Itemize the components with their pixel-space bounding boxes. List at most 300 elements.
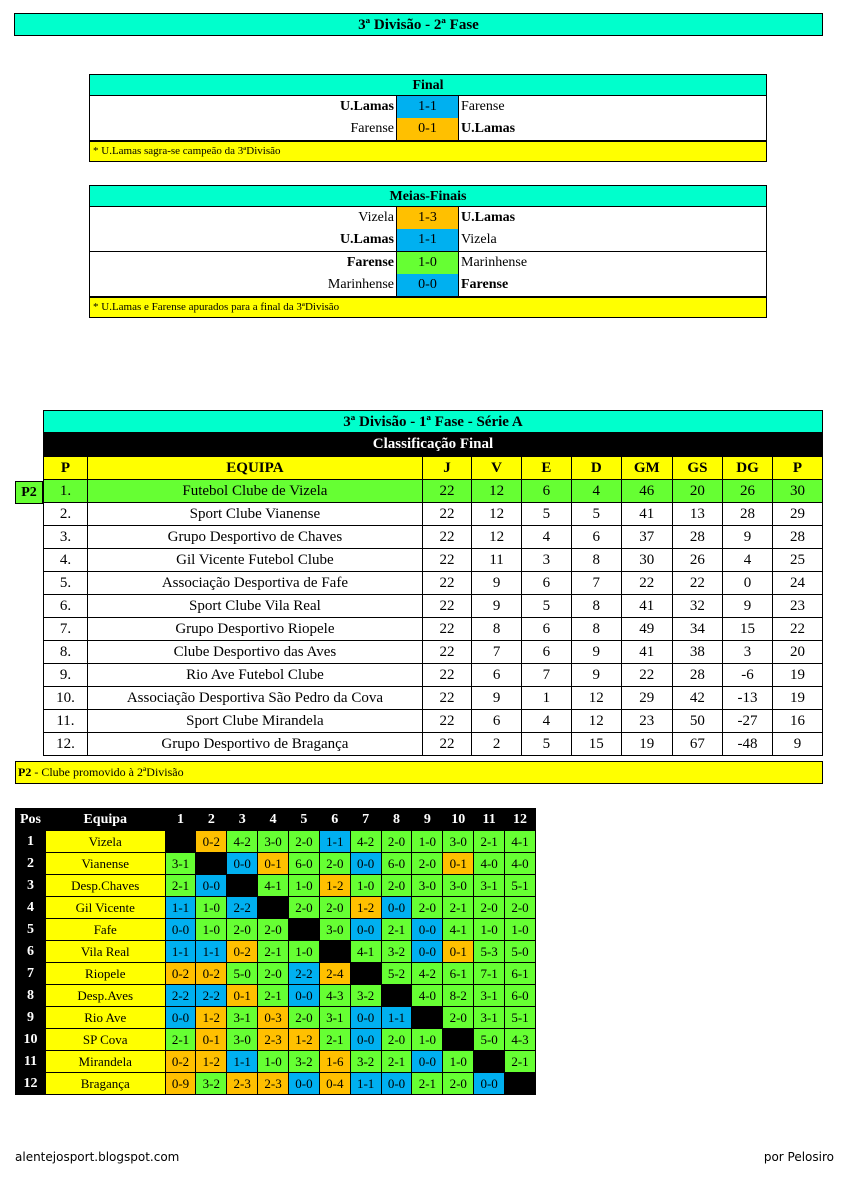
stat-cell: 49 [621,618,672,641]
stat-cell: 8 [571,549,621,572]
semis-title: Meias-Finais [389,189,467,204]
result-cell: 0-1 [258,853,289,875]
pos-cell: 9 [16,1007,46,1029]
result-cell: 4-1 [258,875,289,897]
self-match-cell [165,831,196,853]
result-cell: 1-6 [319,1051,350,1073]
result-cell: 3-0 [443,831,474,853]
stat-cell: 37 [621,526,672,549]
column-header: P [772,457,822,480]
result-cell: 4-2 [412,963,443,985]
standings-table [43,456,823,756]
result-cell: 2-0 [227,919,258,941]
stat-cell: -6 [723,664,773,687]
result-cell: 3-2 [350,985,381,1007]
result-cell: 1-0 [289,875,320,897]
result-cell: 2-0 [381,831,412,853]
stat-cell: 20 [772,641,822,664]
stat-cell: 22 [422,710,471,733]
final-title-bar [89,74,767,96]
result-cell: 1-2 [350,897,381,919]
stat-cell: 22 [422,618,471,641]
result-cell: 1-0 [505,919,536,941]
stat-cell: 23 [621,710,672,733]
match-score: 1-0 [396,252,459,274]
result-cell: 2-1 [412,1073,443,1095]
result-cell: 3-1 [474,985,505,1007]
result-cell: 0-0 [350,919,381,941]
result-cell: 2-2 [227,897,258,919]
opponent-column-header: 3 [227,809,258,831]
stat-cell: 38 [672,641,722,664]
result-cell: 2-4 [319,963,350,985]
stat-cell: 0 [723,572,773,595]
result-cell: 5-0 [227,963,258,985]
stat-cell: 11 [472,549,522,572]
stat-cell: 4. [44,549,88,572]
result-cell: 0-0 [289,1073,320,1095]
game-row [90,274,766,296]
stat-cell: 24 [772,572,822,595]
semis-section [89,185,767,318]
stat-cell: 29 [621,687,672,710]
result-cell: 0-1 [227,985,258,1007]
team-name-cell: Futebol Clube de Vizela [87,480,422,503]
footer-left: alentejosport.blogspot.com [15,1150,180,1164]
result-cell: 3-1 [165,853,196,875]
column-header: J [422,457,471,480]
stat-cell: 28 [772,526,822,549]
stat-cell: 42 [672,687,722,710]
matrix-row [16,1029,536,1051]
stat-cell: 8 [472,618,522,641]
result-cell: 2-0 [258,963,289,985]
result-cell: 5-0 [505,941,536,963]
stat-cell: 10. [44,687,88,710]
stat-cell: 12 [571,687,621,710]
matrix-row [16,853,536,875]
footer-right: por Pelosiro [763,1150,834,1164]
stat-cell: 3 [522,549,572,572]
table-row [44,595,823,618]
matrix-row [16,985,536,1007]
stat-cell: 22 [422,503,471,526]
result-cell: 1-2 [319,875,350,897]
result-cell: 1-0 [196,919,227,941]
column-header: V [472,457,522,480]
result-cell: 0-0 [412,1051,443,1073]
result-cell: 3-0 [443,875,474,897]
matrix-row [16,875,536,897]
result-cell: 0-2 [227,941,258,963]
stat-cell: 22 [422,641,471,664]
result-cell: 0-0 [381,1073,412,1095]
stat-cell: 22 [422,549,471,572]
result-cell: 5-2 [381,963,412,985]
result-cell: 0-0 [196,875,227,897]
result-cell: 6-0 [505,985,536,1007]
stat-cell: -48 [723,733,773,756]
standings-legend [15,761,823,784]
result-cell: 0-0 [165,1007,196,1029]
result-cell: 2-2 [165,985,196,1007]
team-name-cell: Gil Vicente Futebol Clube [87,549,422,572]
team-name-cell: Rio Ave Futebol Clube [87,664,422,687]
matrix-row [16,897,536,919]
opponent-column-header: 1 [165,809,196,831]
result-cell: 5-1 [505,1007,536,1029]
result-cell: 1-1 [227,1051,258,1073]
self-match-cell [196,853,227,875]
result-cell: 0-3 [258,1007,289,1029]
result-cell: 0-0 [350,853,381,875]
table-row [44,618,823,641]
matrix-row [16,919,536,941]
stat-cell: 6 [571,526,621,549]
stat-cell: 22 [422,572,471,595]
team-cell: Riopele [45,963,165,985]
stat-cell: 28 [723,503,773,526]
page-title: 3ª Divisão - 2ª Fase [358,17,479,33]
stat-cell: 28 [672,526,722,549]
team-name-cell: Sport Clube Vianense [87,503,422,526]
result-cell: 2-1 [319,1029,350,1051]
table-row [44,687,823,710]
result-cell: 4-0 [474,853,505,875]
team-name-cell: Sport Clube Mirandela [87,710,422,733]
result-cell: 1-0 [474,919,505,941]
result-cell: 2-1 [381,919,412,941]
result-cell: 3-0 [227,1029,258,1051]
stat-cell: 15 [723,618,773,641]
stat-cell: 19 [772,664,822,687]
matrix-row [16,1073,536,1095]
self-match-cell [443,1029,474,1051]
stat-cell: 8 [571,618,621,641]
column-header: P [44,457,88,480]
team-cell: Desp.Chaves [45,875,165,897]
standings-subtitle: Classificação Final [372,436,494,452]
stat-cell: 5 [571,503,621,526]
result-cell: 2-0 [412,853,443,875]
table-row [44,733,823,756]
result-cell: 2-0 [319,897,350,919]
stat-cell: 12 [472,480,522,503]
result-cell: 7-1 [474,963,505,985]
self-match-cell [474,1051,505,1073]
final-note: * U.Lamas sagra-se campeão da 3ªDivisão [89,141,767,162]
legend-text: - Clube promovido à 2ªDivisão [31,765,184,779]
stat-cell: 2 [472,733,522,756]
team-cell: SP Cova [45,1029,165,1051]
team-name-cell: Clube Desportivo das Aves [87,641,422,664]
result-cell: 4-1 [350,941,381,963]
stat-cell: 46 [621,480,672,503]
stat-cell: 34 [672,618,722,641]
game-row [90,96,766,118]
result-cell: 2-0 [319,853,350,875]
stat-cell: 6 [522,618,572,641]
result-cell: 4-1 [443,919,474,941]
result-cell: 3-2 [350,1051,381,1073]
stat-cell: 4 [522,526,572,549]
away-team: U.Lamas [461,210,516,225]
match-score: 1-3 [396,207,459,229]
stat-cell: 9 [723,526,773,549]
result-cell: 0-1 [196,1029,227,1051]
standings-section [43,410,823,756]
result-cell: 1-1 [350,1073,381,1095]
result-cell: 1-0 [350,875,381,897]
result-cell: 3-2 [196,1073,227,1095]
opponent-column-header: 4 [258,809,289,831]
result-cell: 4-0 [412,985,443,1007]
result-cell: 1-2 [289,1029,320,1051]
result-cell: 6-1 [505,963,536,985]
result-cell: 0-4 [319,1073,350,1095]
result-cell: 1-1 [196,941,227,963]
result-cell: 6-1 [443,963,474,985]
matrix-row [16,831,536,853]
stat-cell: 11. [44,710,88,733]
match-score: 0-1 [396,118,459,140]
result-cell: 3-1 [474,1007,505,1029]
result-cell: 0-0 [227,853,258,875]
stat-cell: 9 [472,572,522,595]
stat-cell: 67 [672,733,722,756]
column-header: E [522,457,572,480]
result-cell: 0-0 [165,919,196,941]
pos-cell: 1 [16,831,46,853]
result-cell: 1-2 [196,1051,227,1073]
self-match-cell [381,985,412,1007]
result-cell: 2-0 [381,1029,412,1051]
team-name-cell: Grupo Desportivo Riopele [87,618,422,641]
result-cell: 0-9 [165,1073,196,1095]
result-cell: 2-0 [412,897,443,919]
pos-cell: 12 [16,1073,46,1095]
stat-cell: 30 [621,549,672,572]
stat-cell: 1 [522,687,572,710]
stat-cell: 4 [723,549,773,572]
stat-cell: 6 [522,480,572,503]
result-cell: 1-0 [289,941,320,963]
team-cell: Mirandela [45,1051,165,1073]
team-cell: Vianense [45,853,165,875]
result-cell: 2-2 [196,985,227,1007]
result-cell: 2-1 [258,941,289,963]
team-cell: Bragança [45,1073,165,1095]
stat-cell: 22 [672,572,722,595]
result-cell: 1-1 [319,831,350,853]
result-cell: 0-1 [443,853,474,875]
stat-cell: -13 [723,687,773,710]
result-cell: 1-1 [165,941,196,963]
stat-cell: 6 [522,641,572,664]
stat-cell: 5. [44,572,88,595]
match-score: 1-1 [396,229,459,251]
result-cell: 2-1 [165,875,196,897]
pos-cell: 4 [16,897,46,919]
stat-cell: 1. [44,480,88,503]
result-cell: 0-2 [165,1051,196,1073]
result-cell: 2-1 [165,1029,196,1051]
stat-cell: 6 [472,710,522,733]
result-cell: 2-3 [258,1073,289,1095]
stat-cell: 22 [621,664,672,687]
final-section [89,74,767,162]
legend-tag: P2 [18,765,32,779]
self-match-cell [227,875,258,897]
result-cell: 1-1 [381,1007,412,1029]
stat-cell: 4 [522,710,572,733]
stat-cell: 3. [44,526,88,549]
result-cell: 0-0 [474,1073,505,1095]
stat-cell: 5 [522,595,572,618]
pos-cell: 10 [16,1029,46,1051]
standings-subtitle-bar [43,433,823,456]
final-games [89,96,767,141]
stat-cell: 28 [672,664,722,687]
stat-cell: 22 [422,664,471,687]
stat-cell: 6 [472,664,522,687]
table-row [44,664,823,687]
team-name-cell: Sport Clube Vila Real [87,595,422,618]
game-row [90,207,766,229]
standings-header-row [44,457,823,480]
result-cell: 0-2 [165,963,196,985]
away-team: Vizela [461,232,497,247]
stat-cell: 8 [571,595,621,618]
column-header: EQUIPA [87,457,422,480]
team-cell: Vila Real [45,941,165,963]
result-cell: 0-0 [289,985,320,1007]
semis-title-bar [89,185,767,207]
home-team: Farense [346,255,394,270]
stat-cell: 9 [472,687,522,710]
table-row [44,503,823,526]
column-header: GM [621,457,672,480]
result-cell: 2-0 [443,1007,474,1029]
matrix-row [16,941,536,963]
pos-cell: 7 [16,963,46,985]
self-match-cell [258,897,289,919]
result-cell: 4-0 [505,853,536,875]
stat-cell: 4 [571,480,621,503]
team-cell: Desp.Aves [45,985,165,1007]
stat-cell: 9 [472,595,522,618]
result-cell: 2-3 [227,1073,258,1095]
stat-cell: 3 [723,641,773,664]
promo-tag [15,481,43,504]
result-cell: 3-1 [319,1007,350,1029]
stat-cell: 9 [723,595,773,618]
team-cell: Fafe [45,919,165,941]
opponent-column-header: 7 [350,809,381,831]
stat-cell: 6 [522,572,572,595]
result-cell: 0-2 [196,831,227,853]
home-team: Farense [350,121,394,136]
results-matrix [15,808,536,1095]
stat-cell: 23 [772,595,822,618]
result-cell: 3-0 [258,831,289,853]
away-team: Marinhense [461,255,528,270]
stat-cell: 7. [44,618,88,641]
result-cell: 5-3 [474,941,505,963]
pos-header: Pos [16,809,46,831]
results-matrix-section [15,808,536,1095]
result-cell: 2-1 [258,985,289,1007]
game-row [90,251,766,274]
stat-cell: 7 [571,572,621,595]
away-team: Farense [461,277,509,292]
result-cell: 2-0 [289,831,320,853]
column-header: DG [723,457,773,480]
stat-cell: 12 [571,710,621,733]
team-cell: Rio Ave [45,1007,165,1029]
final-title: Final [412,78,444,93]
result-cell: 1-0 [443,1051,474,1073]
game-row [90,118,766,140]
stat-cell: 5 [522,503,572,526]
stat-cell: 12 [472,503,522,526]
team-name-cell: Associação Desportiva São Pedro da Cova [87,687,422,710]
table-row [44,572,823,595]
home-team: Marinhense [327,277,394,292]
result-cell: 2-0 [289,897,320,919]
stat-cell: 7 [472,641,522,664]
result-cell: 2-1 [443,897,474,919]
result-cell: 2-0 [505,897,536,919]
stat-cell: 22 [422,595,471,618]
table-row [44,710,823,733]
stat-cell: 6. [44,595,88,618]
stat-cell: 7 [522,664,572,687]
stat-cell: 22 [422,480,471,503]
result-cell: 1-0 [258,1051,289,1073]
stat-cell: 22 [422,687,471,710]
result-cell: 2-3 [258,1029,289,1051]
table-row [44,480,823,503]
result-cell: 1-0 [412,1029,443,1051]
game-row [90,229,766,251]
opponent-column-header: 12 [505,809,536,831]
stat-cell: 9 [571,641,621,664]
stat-cell: 20 [672,480,722,503]
result-cell: 4-2 [350,831,381,853]
result-cell: 2-0 [474,897,505,919]
standings-title-bar [43,410,823,433]
stat-cell: 41 [621,595,672,618]
matrix-row [16,963,536,985]
result-cell: 6-0 [381,853,412,875]
stat-cell: 22 [772,618,822,641]
stat-cell: 19 [621,733,672,756]
team-name-cell: Associação Desportiva de Fafe [87,572,422,595]
table-row [44,641,823,664]
stat-cell: 32 [672,595,722,618]
pos-cell: 8 [16,985,46,1007]
team-header: Equipa [45,809,165,831]
result-cell: 0-0 [381,897,412,919]
stat-cell: 50 [672,710,722,733]
stat-cell: 15 [571,733,621,756]
result-cell: 2-0 [289,1007,320,1029]
away-team: U.Lamas [461,121,516,136]
result-cell: 2-0 [381,875,412,897]
matrix-row [16,1051,536,1073]
self-match-cell [319,941,350,963]
